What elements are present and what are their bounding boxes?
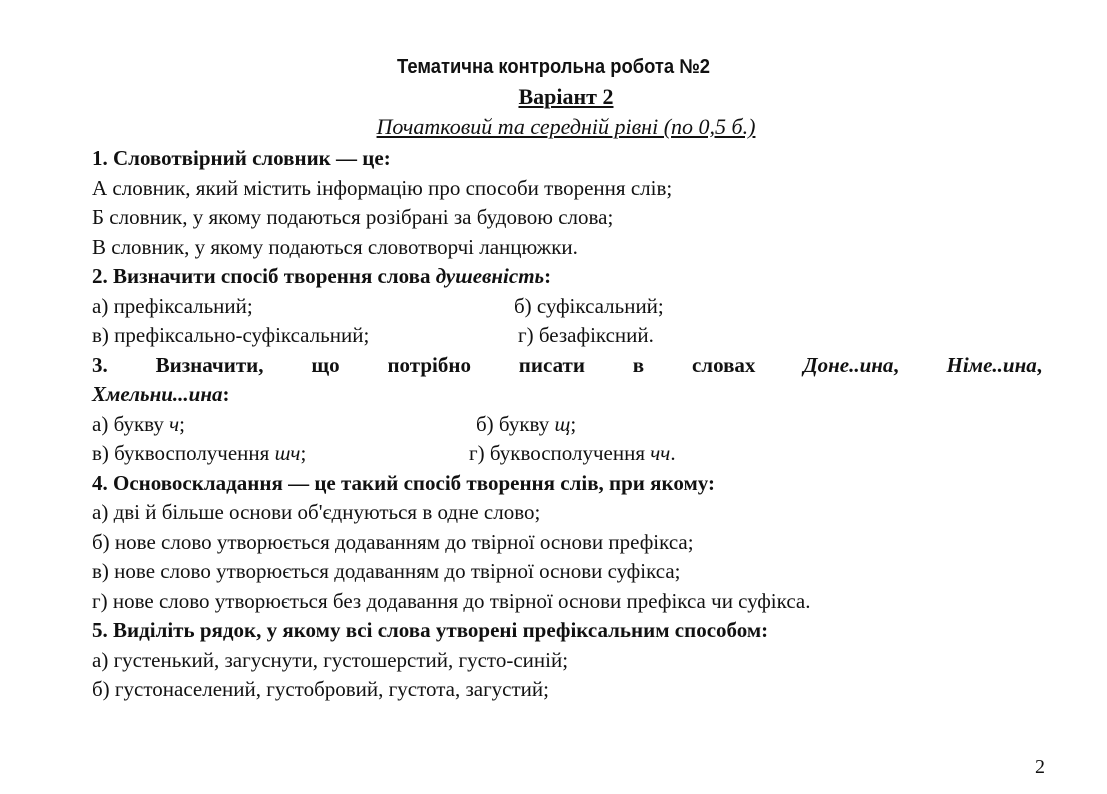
q4-option-a: а) дві й більше основи об'єднуються в одне слово; <box>92 500 541 524</box>
q4-option-c: в) нове слово утворюється додаванням до твірної основи суфікса; <box>92 559 681 583</box>
q3-option-c: в) буквосполучення шч; <box>92 441 307 465</box>
q1-option-a: А словник, який містить інформацію про способи творення слів; <box>92 175 673 200</box>
test-title: Тематична контрольна робота №2 <box>397 56 710 78</box>
q5-option-a: а) густенький, загуснути, густошерстий, густо-синій; <box>92 647 569 672</box>
question-5: 5. Виділіть рядок, у якому всі слова утворені префіксальним способом: <box>92 618 769 642</box>
q3-line-2: Хмельни...ина: <box>92 382 230 406</box>
question-1: 1. Словотвірний словник — це: <box>92 146 391 170</box>
q2-text: 2. Визначити спосіб творення слова <box>92 264 436 288</box>
q2-option-c: в) префіксально-суфіксальний; <box>92 323 370 347</box>
question-2 <box>92 262 1042 292</box>
q2-colon: : <box>544 264 552 288</box>
q3-option-a: а) букву ч; <box>92 411 185 436</box>
q2-option-d: г) безафіксний. <box>518 323 654 347</box>
q1-option-b: Б словник, у якому подаються розібрані за будовою слова; <box>92 205 614 229</box>
q3-option-d: г) буквосполучення чч. <box>469 441 676 465</box>
q3-word-2: Німе..ина <box>946 352 1037 377</box>
q3-options-row-2 <box>92 439 1042 469</box>
q3-word-3: Хмельни...ина <box>92 382 223 406</box>
q3-option-b: б) букву щ; <box>476 411 577 436</box>
q2-option-b: б) суфіксальний; <box>514 293 664 318</box>
q4-option-b: б) нове слово утворюється додаванням до твірної основи префікса; <box>92 529 694 554</box>
q2-word: душевність <box>435 264 545 288</box>
q4-option-d: г) нове слово утворюється без додавання до твірної основи префікса чи суфікса. <box>92 588 811 613</box>
q5-option-b: б) густонаселений, густобровий, густота, загустий; <box>92 677 549 701</box>
q2-option-a: а) префіксальний; <box>92 293 253 318</box>
q3-options-row-1 <box>92 410 1042 440</box>
variant-heading: Варіант 2 <box>518 84 614 109</box>
test-body <box>92 144 1042 705</box>
q2-options-row-2 <box>92 321 1042 351</box>
q1-option-c: В словник, у якому подаються словотворчі ланцюжки. <box>92 234 578 259</box>
q2-options-row-1 <box>92 292 1042 322</box>
question-3 <box>92 351 1042 410</box>
question-4: 4. Основоскладання — це такий спосіб творення слів, при якому: <box>92 470 715 495</box>
q3-line-1: 3. Визначити, що потрібно писати в словах Доне..ина, Німе..ина, <box>92 352 1042 377</box>
page-number: 2 <box>1035 756 1045 778</box>
level-subheading: Початковий та середній рівні (по 0,5 б.) <box>376 114 756 139</box>
q3-word-1: Доне..ина <box>803 352 894 377</box>
